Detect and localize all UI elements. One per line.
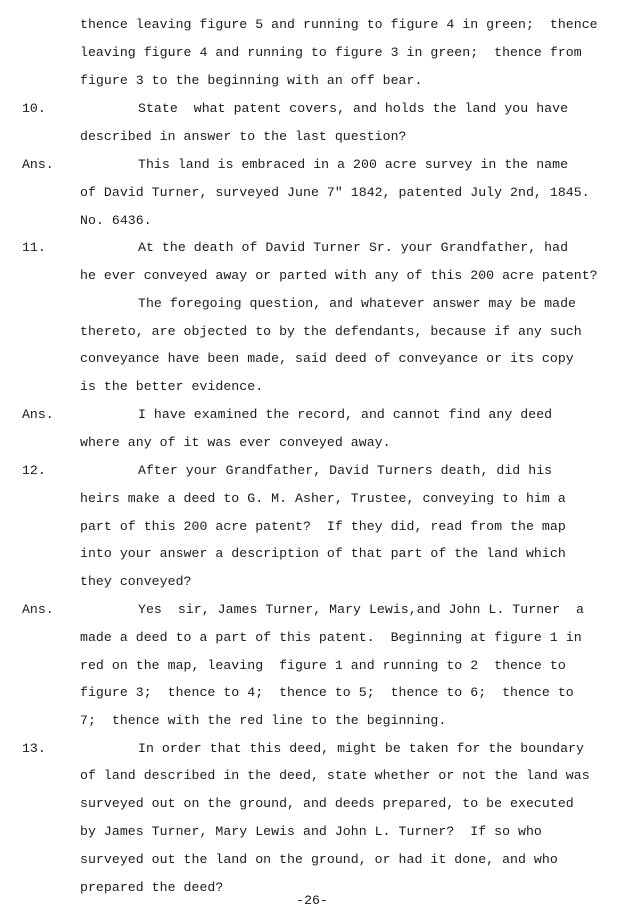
text-line: figure 3 to the beginning with an off bear. (80, 73, 423, 88)
text-line: described in answer to the last question? (80, 129, 407, 144)
text-line: by James Turner, Mary Lewis and John L. Turner? If so who (80, 824, 542, 839)
objection-line: thereto, are objected to by the defendants, because if any such (80, 324, 582, 339)
text-line: Yes sir, James Turner, Mary Lewis,and John L. Turner a (138, 602, 584, 617)
question-number: 10. (22, 101, 46, 116)
text-line: they conveyed? (80, 574, 192, 589)
question-number: 12. (22, 463, 46, 478)
text-line: red on the map, leaving figure 1 and running to 2 thence to (80, 658, 566, 673)
objection-line: is the better evidence. (80, 379, 264, 394)
text-line: I have examined the record, and cannot find any deed (138, 407, 553, 422)
text-line: he ever conveyed away or parted with any of this 200 acre patent? (80, 268, 598, 283)
text-line: No. 6436. (80, 213, 152, 228)
text-line: surveyed out the land on the ground, or had it done, and who (80, 852, 558, 867)
question-number: 13. (22, 741, 46, 756)
answer-label: Ans. (22, 407, 54, 422)
text-line: prepared the deed? (80, 880, 224, 895)
text-line: part of this 200 acre patent? If they did, read from the map (80, 519, 566, 534)
answer-label: Ans. (22, 157, 54, 172)
question-number: 11. (22, 240, 46, 255)
text-line: made a deed to a part of this patent. Beginning at figure 1 in (80, 630, 582, 645)
text-line: where any of it was ever conveyed away. (80, 435, 391, 450)
text-line: After your Grandfather, David Turners death, did his (138, 463, 553, 478)
text-line: In order that this deed, might be taken for the boundary (138, 741, 584, 756)
objection-line: conveyance have been made, said deed of conveyance or its copy (80, 351, 574, 366)
text-line: At the death of David Turner Sr. your Grandfather, had (138, 240, 569, 255)
page-number: -26- (296, 893, 328, 908)
text-line: 7; thence with the red line to the beginning. (80, 713, 447, 728)
text-line: surveyed out on the ground, and deeds prepared, to be executed (80, 796, 574, 811)
text-line: figure 3; thence to 4; thence to 5; thence to 6; thence to (80, 685, 574, 700)
answer-label: Ans. (22, 602, 54, 617)
text-line: State what patent covers, and holds the land you have (138, 101, 569, 116)
objection-line: The foregoing question, and whatever answer may be made (138, 296, 577, 311)
text-line: leaving figure 4 and running to figure 3 in green; thence from (80, 45, 582, 60)
text-line: thence leaving figure 5 and running to figure 4 in green; thence (80, 17, 598, 32)
text-line: This land is embraced in a 200 acre survey in the name (138, 157, 569, 172)
text-line: into your answer a description of that part of the land which (80, 546, 566, 561)
text-line: of land described in the deed, state whether or not the land was (80, 768, 590, 783)
text-line: of David Turner, surveyed June 7" 1842, patented July 2nd, 1845. (80, 185, 590, 200)
text-line: heirs make a deed to G. M. Asher, Trustee, conveying to him a (80, 491, 566, 506)
